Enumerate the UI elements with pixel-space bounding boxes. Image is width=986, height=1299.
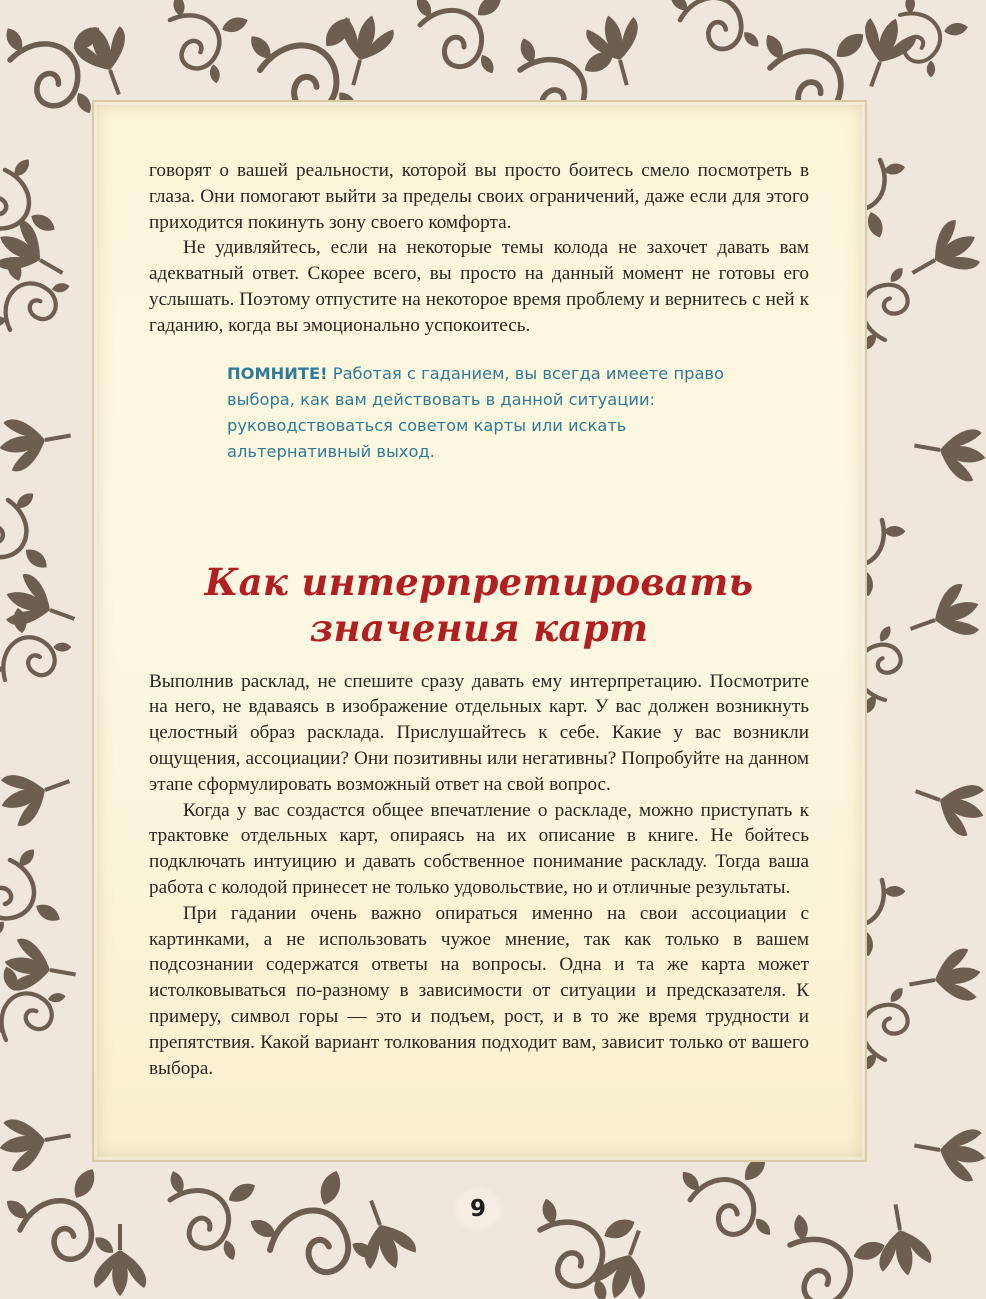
section-heading-line-2: значения карт xyxy=(309,605,649,650)
section-heading xyxy=(149,559,809,651)
intro-paragraph-2: Не удивляйтесь, если на некоторые темы колода не захочет давать вам адекватный ответ. Скорее всего, вы просто на данный момент не готовы его услышать. Поэтому отпустите на некоторое время проблему и вернитесь с ней к гаданию, когда вы эмоционально успокоитесь. xyxy=(149,237,809,336)
section-heading-line-1: Как интерпретировать xyxy=(204,559,754,604)
section-paragraph-1: Выполнив расклад, не спешите сразу давать ему интерпретацию. Посмотрите на него, не вдаваясь в изображение отдельных карт. У вас должен возникнуть целостный образ расклада. Прислушайтесь к себе. Какие у вас возникли ощущения, ассоциации? Они позитивны или негативны? Попробуйте на данном этапе сформулировать возможный ответ на свой вопрос. xyxy=(149,670,809,795)
page-content xyxy=(149,158,809,1081)
remember-callout xyxy=(227,361,735,465)
intro-paragraph-1: говорят о вашей реальности, которой вы просто боитесь смело посмотреть в глаза. Они помогают выйти за пределы своих ограничений, даже если для этого приходится покинуть зону своего комфорта. xyxy=(149,160,809,233)
section-paragraph-3: При гадании очень важно опираться именно на свои ассоциации с картинками, а не использовать чужое мнение, так как только в вашем подсознании содержатся ответы на вопросы. Одна и та же карта может истолковываться по-разному в зависимости от ситуации и предсказателя. К примеру, символ горы — это и подъем, рост, и в то же время трудности и препятствия. Какой вариант толкования подходит вам, зависит только от вашего выбора. xyxy=(149,902,809,1079)
intro-text xyxy=(149,158,809,339)
callout-lead: ПОМНИТЕ! xyxy=(227,363,328,383)
callout-text: Работая с гаданием, вы всегда имеете право выбора, как вам действовать в данной ситуации: руководствоваться советом карты или искать альтернативный выход. xyxy=(227,363,724,461)
section-paragraph-2: Когда у вас создастся общее впечатление о раскладе, можно приступать к трактовке отдельных карт, опираясь на их описание в книге. Не бойтесь подключать интуицию и давать собственное понимание раскладу. Тогда ваша работа с колодой принесет не только удовольствие, но и отличные результаты. xyxy=(149,799,809,898)
page-number: 9 xyxy=(452,1186,504,1232)
section-text xyxy=(149,669,809,1082)
